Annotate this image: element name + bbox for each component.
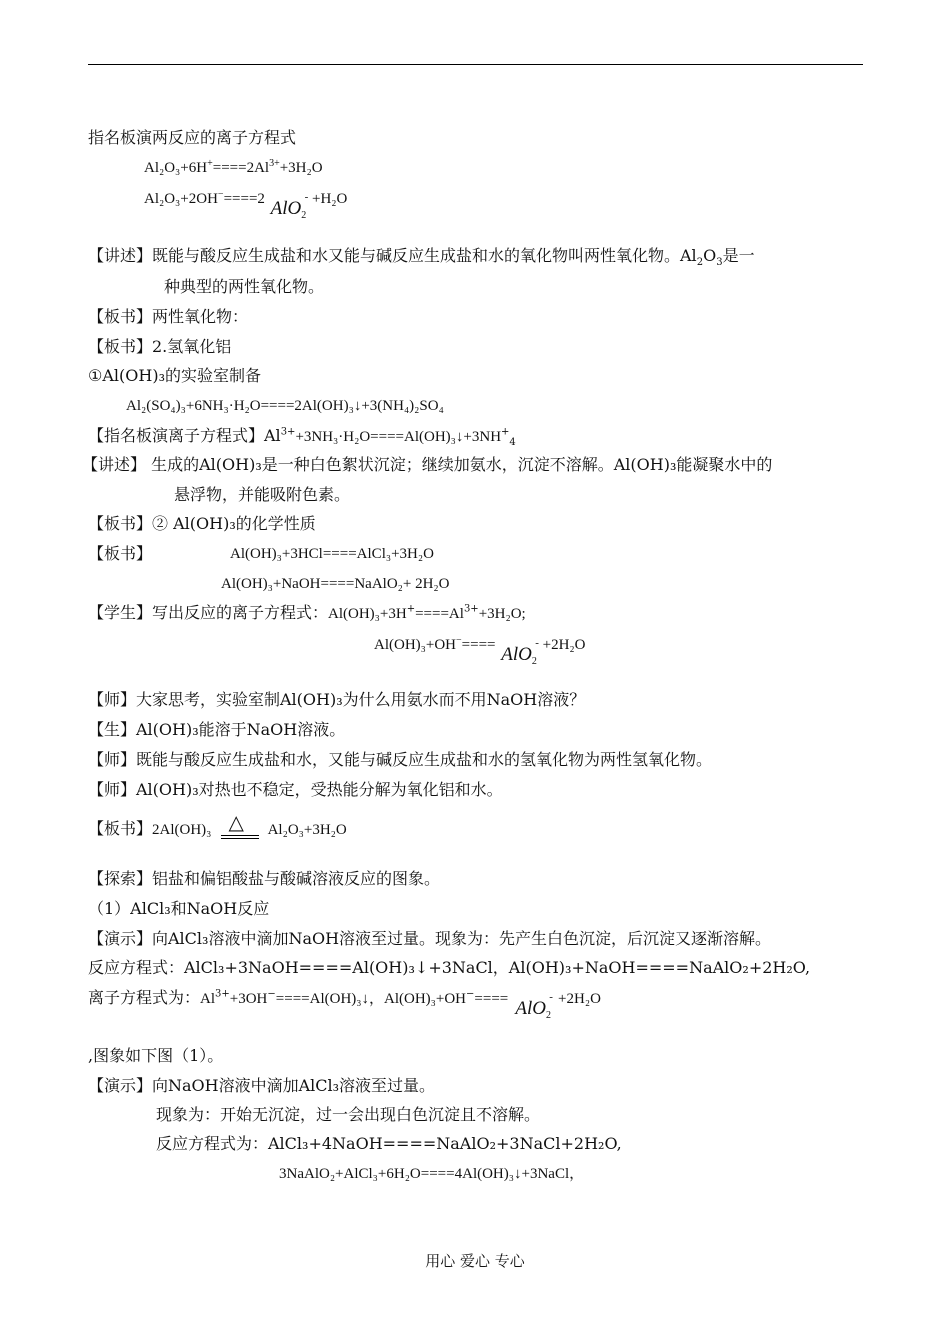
doc-line: 3NaAlO₂+AlCl₃+6H₂O====4Al(OH)₃↓+3NaCl， [279,1166,585,1182]
doc-line: 【板书】2Al(OH)₃ △ Al₂O₃+3H₂O [88,810,347,838]
doc-line: （1）AlCl₃和NaOH反应 [88,899,270,918]
header-rule [88,64,863,65]
aluminate-ion: AlO$_2$ - [501,637,539,667]
doc-line: 【生】Al(OH)₃能溶于NaOH溶液。 [88,720,346,739]
doc-line: 离子方程式为：$Al^{3+}+3OH^-====Al(OH)_3↓$，Al(OH)₃+OH−==== AlO$_2$ - +2H₂O [88,988,601,1021]
doc-line: 种典型的两性氧化物。 [164,277,325,296]
doc-line: 【演示】向AlCl₃溶液中滴加NaOH溶液至过量。现象为：先产生白色沉淀，后沉淀又逐渐溶解。 [88,929,772,948]
doc-line: 【演示】向NaOH溶液中滴加AlCl₃溶液至过量。 [88,1076,436,1095]
equation-al2o3-base: Al₂O₃+2OH−====2 AlO$_2$ - +H₂O [144,189,348,221]
doc-line: 【板书】两性氧化物： [88,307,249,326]
heat-symbol: △ [221,816,259,840]
equation-prep: Al₂(SO₄)₃+6NH₃·H₂O====2Al(OH)₃↓+3(NH₄)₂SO₄ [126,398,444,414]
page-footer: 用心 爱心 专心 [425,1252,525,1270]
doc-line: 【师】Al(OH)₃对热也不稳定，受热能分解为氧化铝和水。 [88,780,503,799]
doc-line: 【学生】写出反应的离子方程式：$Al(OH)_3+3H^+====Al^{3+}+3H_2O$; [88,603,526,622]
equation-ionic-base: Al(OH)₃+OH−==== AlO$_2$ - +2H₂O [374,635,586,667]
doc-line: 反应方程式：AlCl₃+3NaOH====Al(OH)₃↓+3NaCl，Al(OH)₃+NaOH====NaAlO₂+2H₂O, [88,958,811,977]
doc-line: 【指名板演离子方程式】$Al^{3+}+3NH_3\cdot H_2O====Al(OH)_3↓+3NH^+_4$ [88,426,516,449]
doc-line: 【师】大家思考，实验室制Al(OH)₃为什么用氨水而不用NaOH溶液？ [88,690,586,709]
doc-line: 【探索】铝盐和偏铝酸盐与酸碱溶液反应的图象。 [88,869,441,888]
doc-line: 【板书】 Al(OH)₃+3HCl====AlCl₃+3H₂O [88,544,434,563]
aluminate-ion: AlO$_2$ - [515,991,553,1021]
equation-hydroxide-base: Al(OH)₃+NaOH====NaAlO₂+ 2H₂O [221,576,450,592]
doc-line: 反应方程式为：AlCl₃+4NaOH====NaAlO₂+3NaCl+2H₂O, [156,1134,622,1153]
doc-line: ,图象如下图（1）。 [88,1046,224,1065]
doc-line: 指名板演两反应的离子方程式 [88,128,297,147]
doc-line: 【板书】② Al(OH)₃的化学性质 [88,514,316,533]
equation-al2o3-acid: $Al_2O_3+6H^+====2Al^{3+}+3H_2O$ [144,158,323,176]
doc-line: 【板书】2.氢氧化铝 [88,337,232,356]
doc-line: 【讲述】既能与酸反应生成盐和水又能与碱反应生成盐和水的氧化物叫两性氧化物。$Al_2O_3$是一 [88,246,755,269]
doc-line: 悬浮物，并能吸附色素。 [174,485,351,504]
doc-line: 现象为：开始无沉淀，过一会出现白色沉淀且不溶解。 [156,1105,541,1124]
aluminate-ion: AlO$_2$ - [270,191,309,221]
doc-line: 【师】既能与酸反应生成盐和水，又能与碱反应生成盐和水的氢氧化物为两性氢氧化物。 [88,750,713,769]
doc-line: ①Al(OH)₃的实验室制备 [88,366,261,385]
doc-line: 【讲述】 生成的Al(OH)₃是一种白色絮状沉淀；继续加氨水，沉淀不溶解。Al(OH)₃能凝聚水中的 [82,455,773,474]
